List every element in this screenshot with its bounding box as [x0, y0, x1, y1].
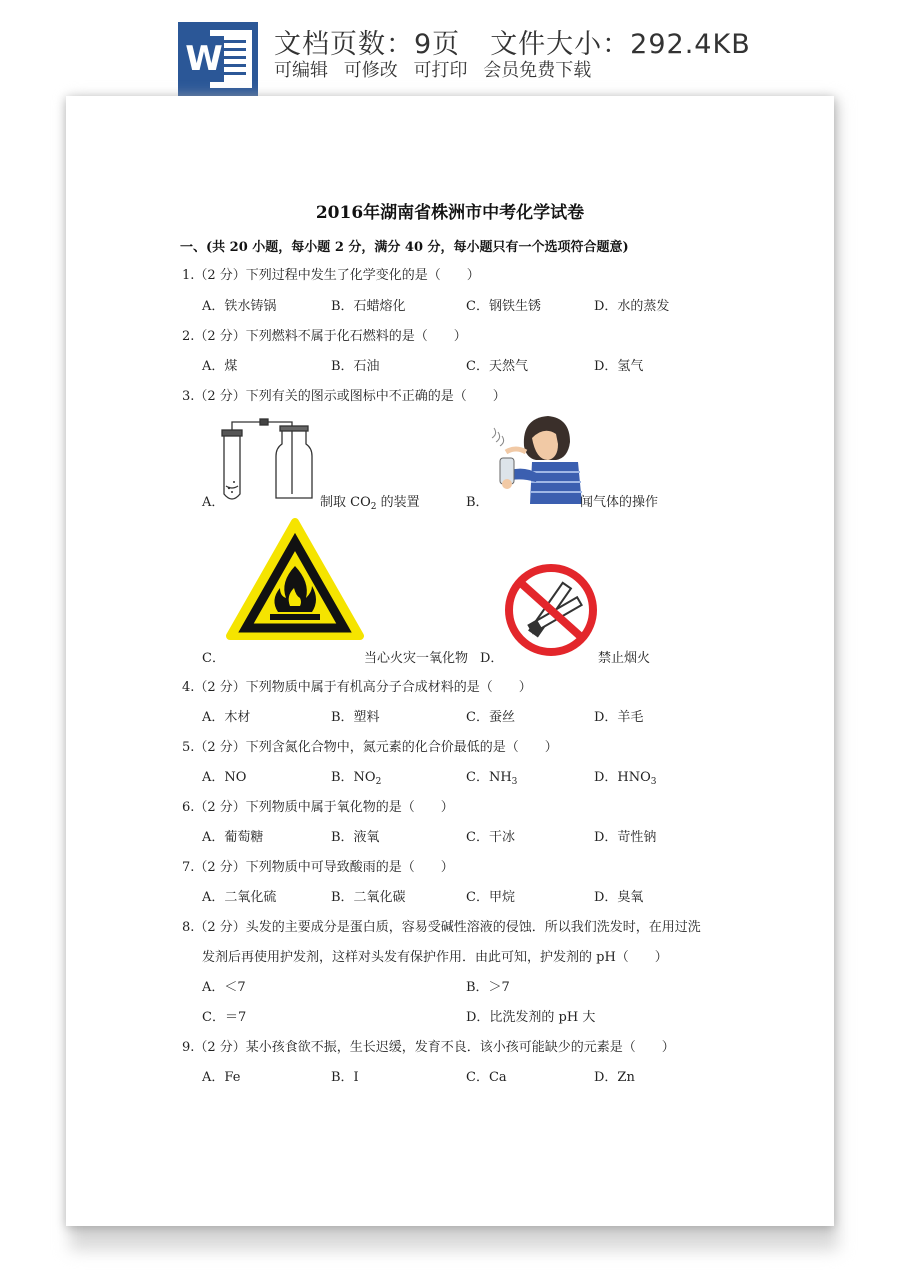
file-size: 文件大小：292.4KB [490, 29, 751, 60]
q5-option-c: C．$NH_3$ [466, 770, 518, 787]
q7-option-b: B．二氧化碳 [331, 890, 406, 905]
q3-option-a-letter: A． [202, 495, 225, 510]
q5-option-b: B．$NO_2$ [331, 770, 382, 787]
q8-option-b: B．＞7 [466, 980, 510, 995]
feature-editable: 可编辑 [274, 60, 328, 81]
q4-option-a: A．木材 [202, 710, 251, 725]
question-4: 4.（2 分）下列物质中属于有机高分子合成材料的是（ ） [182, 680, 532, 695]
question-7: 7.（2 分）下列物质中可导致酸雨的是（ ） [182, 860, 454, 875]
q7-option-a: A．二氧化硫 [202, 890, 277, 905]
q9-option-c: C．Ca [466, 1070, 507, 1085]
q2-option-d: D．氢气 [594, 359, 644, 374]
word-doc-icon [178, 22, 258, 96]
q1-option-b: B．石蜡熔化 [331, 299, 406, 314]
download-banner [0, 0, 900, 96]
q6-option-d: D．苛性钠 [594, 830, 657, 845]
q3-option-b-letter: B． [466, 495, 489, 510]
q4-option-d: D．羊毛 [594, 710, 644, 725]
fire-warning-icon [224, 516, 366, 644]
q3-option-c-letter: C． [202, 651, 225, 666]
q3-option-d-letter: D． [480, 651, 504, 666]
q6-option-c: C．干冰 [466, 830, 515, 845]
q2-option-c: C．天然气 [466, 359, 528, 374]
q2-option-b: B．石油 [331, 359, 380, 374]
q9-option-a: A．Fe [202, 1070, 241, 1085]
q1-option-c: C．钢铁生锈 [466, 299, 541, 314]
page-count: 文档页数：9页 [274, 29, 461, 60]
q8-option-c: C．＝7 [202, 1010, 247, 1025]
q3-option-c-caption: 当心火灾一氧化物 [364, 651, 469, 666]
feature-printable: 可打印 [413, 60, 468, 81]
q3-option-d-caption: 禁止烟火 [598, 651, 651, 666]
q3-option-a-caption: 制取 $CO_2$ 的装置 [320, 495, 420, 512]
word-letter: W [184, 36, 224, 82]
question-5: 5.（2 分）下列含氮化合物中，氮元素的化合价最低的是（ ） [182, 740, 558, 755]
question-3: 3.（2 分）下列有关的图示或图标中不正确的是（ ） [182, 389, 506, 404]
q7-option-d: D．臭氧 [594, 890, 644, 905]
q6-option-b: B．液氧 [331, 830, 380, 845]
q9-option-d: D．Zn [594, 1070, 635, 1085]
q8-option-d: D．比洗发剂的 pH 大 [466, 1010, 596, 1025]
question-9: 9.（2 分）某小孩食欲不振，生长迟缓，发育不良．该小孩可能缺少的元素是（ ） [182, 1040, 675, 1055]
q1-option-a: A．铁水铸锅 [202, 299, 277, 314]
no-smoking-icon [502, 562, 600, 658]
question-8-line-1: 8.（2 分）头发的主要成分是蛋白质，容易受碱性溶液的侵蚀．所以我们洗发时，在用过洗 [182, 920, 701, 935]
q3-option-b-caption: 闻气体的操作 [580, 495, 659, 510]
feature-modifiable: 可修改 [343, 60, 398, 81]
question-1: 1.（2 分）下列过程中发生了化学变化的是（ ） [182, 268, 480, 283]
q9-option-b: B．I [331, 1070, 359, 1085]
q5-option-d: D．$HNO_3$ [594, 770, 657, 787]
document-page [66, 96, 834, 1226]
smelling-gas-figure [486, 408, 586, 506]
feature-member-download[interactable]: 会员免费下载 [483, 60, 592, 81]
q4-option-b: B．塑料 [331, 710, 380, 725]
q2-option-a: A．煤 [202, 359, 238, 374]
q7-option-c: C．甲烷 [466, 890, 515, 905]
question-8-line-2: 发剂后再使用护发剂，这样对头发有保护作用．由此可知，护发剂的 pH（ ） [202, 950, 668, 965]
feature-list [274, 56, 601, 82]
section-heading: 一、(共 20 小题，每小题 2 分，满分 40 分，每小题只有一个选项符合题意) [180, 240, 629, 255]
q1-option-d: D．水的蒸发 [594, 299, 670, 314]
doc-title: 2016年湖南省株洲市中考化学试卷 [315, 203, 585, 223]
q5-option-a: A．NO [202, 770, 247, 785]
gas-apparatus-figure [216, 416, 326, 508]
q8-option-a: A．＜7 [202, 980, 246, 995]
question-6: 6.（2 分）下列物质中属于氧化物的是（ ） [182, 800, 454, 815]
q6-option-a: A．葡萄糖 [202, 830, 264, 845]
question-2: 2.（2 分）下列燃料不属于化石燃料的是（ ） [182, 329, 467, 344]
q4-option-c: C．蚕丝 [466, 710, 515, 725]
